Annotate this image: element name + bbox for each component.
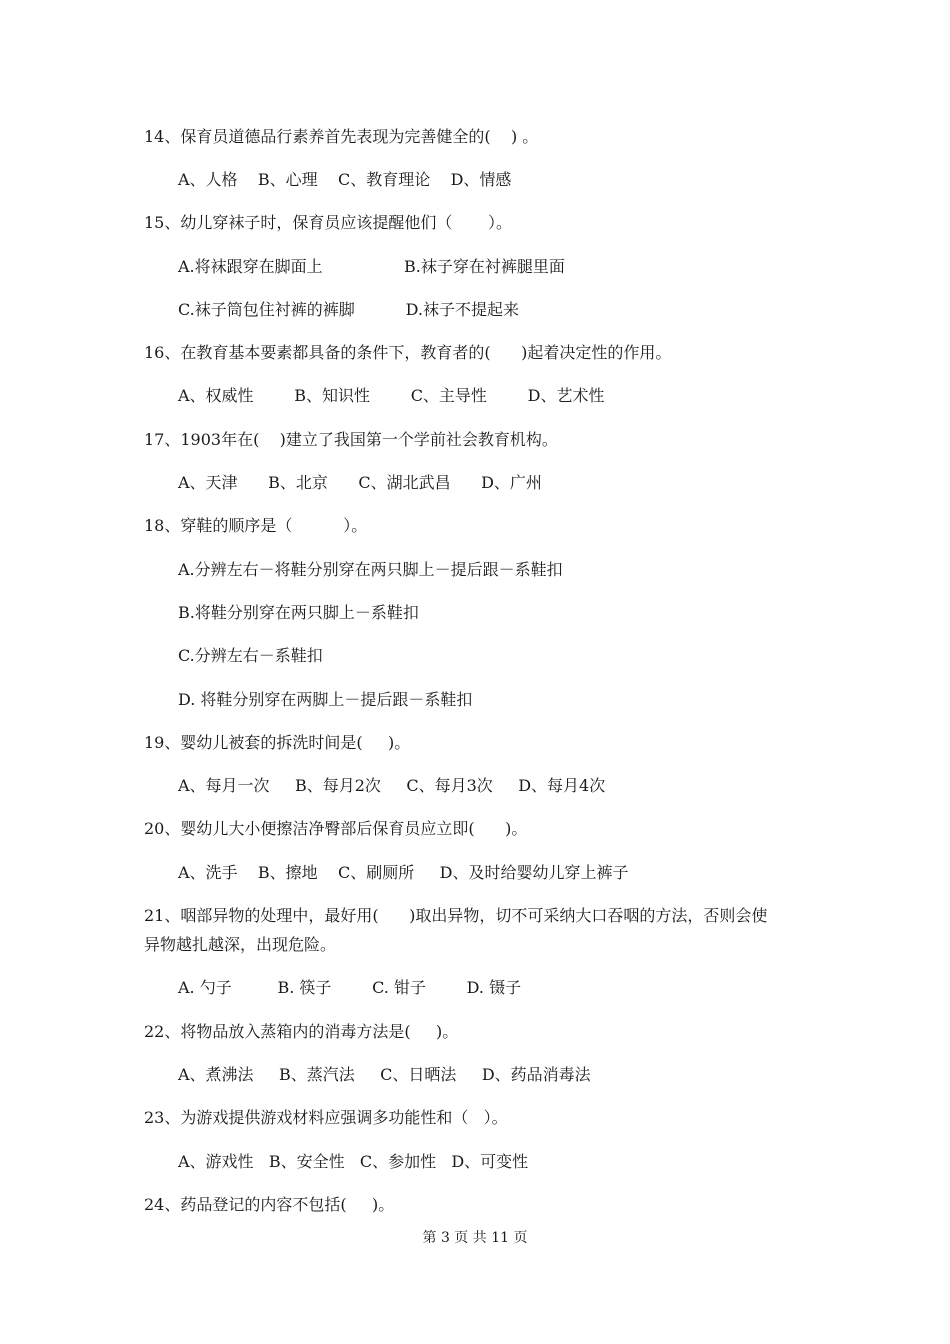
options-16: A、权威性 B、知识性 C、主导性 D、艺术性 — [178, 386, 605, 405]
options-19: A、每月一次 B、每月2次 C、每月3次 D、每月4次 — [178, 776, 606, 795]
question-14: 14、保育员道德品行素养首先表现为完善健全的( ) 。 — [144, 127, 539, 146]
options-17: A、天津 B、北京 C、湖北武昌 D、广州 — [178, 473, 542, 492]
options-23: A、游戏性 B、安全性 C、参加性 D、可变性 — [178, 1152, 529, 1171]
question-21-continued: 异物越扎越深，出现危险。 — [144, 935, 337, 954]
options-18-b: B.将鞋分别穿在两只脚上－系鞋扣 — [178, 603, 419, 622]
question-18: 18、穿鞋的顺序是（ ）。 — [144, 516, 368, 535]
question-19: 19、婴幼儿被套的拆洗时间是( )。 — [144, 733, 411, 752]
options-14: A、人格 B、心理 C、教育理论 D、情感 — [178, 170, 512, 189]
options-18-a: A.分辨左右－将鞋分别穿在两只脚上－提后跟－系鞋扣 — [178, 560, 563, 579]
question-17: 17、1903年在( )建立了我国第一个学前社会教育机构。 — [144, 430, 558, 449]
options-18-d: D. 将鞋分别穿在两脚上－提后跟－系鞋扣 — [178, 690, 473, 709]
options-15-row-2: C.袜子筒包住衬裤的裤脚 D.袜子不提起来 — [178, 300, 519, 319]
question-21: 21、咽部异物的处理中，最好用( )取出异物，切不可采纳大口吞咽的方法，否则会使 — [144, 906, 768, 925]
question-23: 23、为游戏提供游戏材料应强调多功能性和（ ）。 — [144, 1108, 508, 1127]
question-16: 16、在教育基本要素都具备的条件下，教育者的( )起着决定性的作用。 — [144, 343, 672, 362]
question-24: 24、药品登记的内容不包括( )。 — [144, 1195, 395, 1214]
options-21: A. 勺子 B. 筷子 C. 钳子 D. 镊子 — [178, 978, 522, 997]
page-footer: 第 3 页 共 11 页 — [422, 1230, 528, 1246]
question-22: 22、将物品放入蒸箱内的消毒方法是( )。 — [144, 1022, 459, 1041]
options-15-row-1: A.将袜跟穿在脚面上 B.袜子穿在衬裤腿里面 — [178, 257, 565, 276]
options-22: A、煮沸法 B、蒸汽法 C、日晒法 D、药品消毒法 — [178, 1065, 591, 1084]
options-18-c: C.分辨左右－系鞋扣 — [178, 646, 323, 665]
question-20: 20、婴幼儿大小便擦洁净臀部后保育员应立即( )。 — [144, 819, 528, 838]
options-20: A、洗手 B、擦地 C、刷厕所 D、及时给婴幼儿穿上裤子 — [178, 863, 629, 882]
question-15: 15、幼儿穿袜子时，保育员应该提醒他们（ ）。 — [144, 213, 512, 232]
